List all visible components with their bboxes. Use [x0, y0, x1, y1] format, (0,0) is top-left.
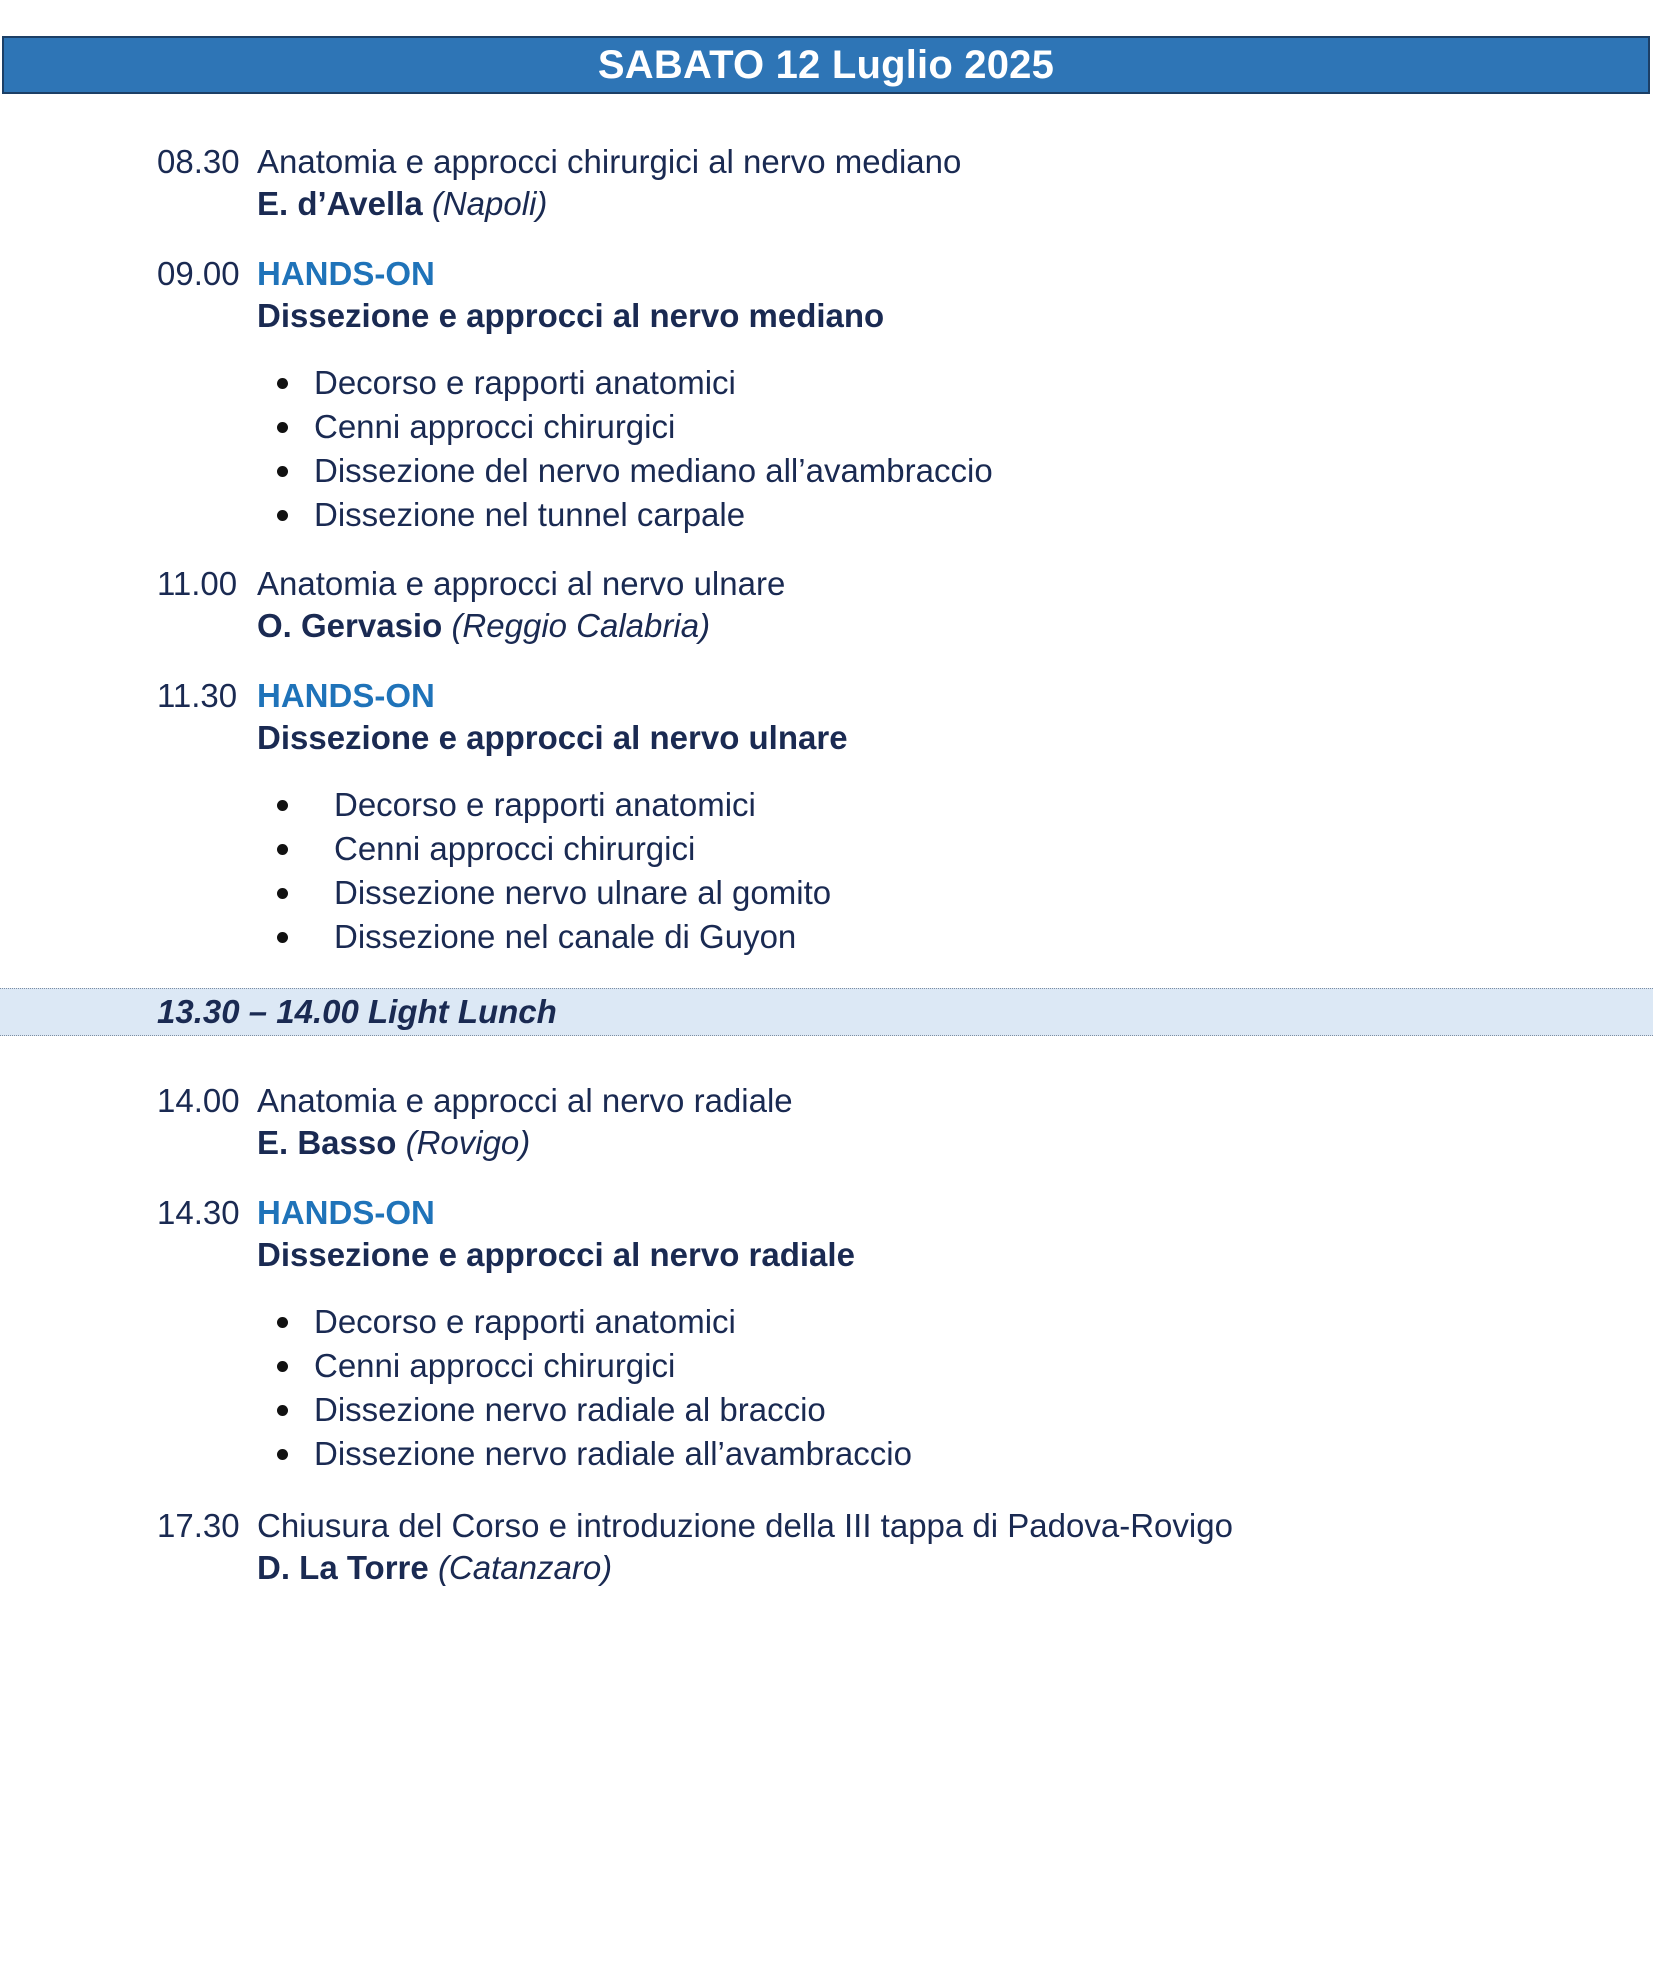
bullet-dot-icon — [277, 466, 288, 477]
bullet-dot-icon — [277, 932, 288, 943]
session-subtitle: Dissezione e approcci al nervo radiale — [257, 1236, 855, 1273]
bullet-dot-icon — [277, 510, 288, 521]
bullet-item: Cenni approcci chirurgici — [277, 1344, 912, 1388]
speaker-city: (Catanzaro) — [437, 1549, 613, 1586]
bullet-item: Dissezione nervo radiale al braccio — [277, 1388, 912, 1432]
bullet-list-mediano — [277, 361, 993, 537]
speaker-name: O. Gervasio — [257, 607, 443, 644]
session-time: 14.30 — [157, 1194, 240, 1231]
speaker-name: E. d’Avella — [257, 185, 423, 222]
day-header-title: SABATO 12 Luglio 2025 — [597, 42, 1055, 87]
session-title-line — [157, 1192, 855, 1234]
session-time: 11.30 — [157, 677, 238, 714]
speaker-name: D. La Torre — [257, 1549, 429, 1586]
speaker-name: E. Basso — [257, 1124, 397, 1161]
bullet-dot-icon — [277, 1361, 288, 1372]
session-0900 — [157, 253, 884, 337]
bullet-item: Decorso e rapporti anatomici — [277, 361, 993, 405]
speaker-city: (Napoli) — [431, 185, 548, 222]
day-header — [2, 36, 1650, 94]
session-title-line — [157, 253, 884, 295]
speaker-line — [157, 1122, 793, 1164]
session-title: Anatomia e approcci chirurgici al nervo mediano — [257, 143, 962, 180]
speaker-city: (Reggio Calabria) — [451, 607, 711, 644]
session-1400 — [157, 1080, 793, 1164]
session-title-line — [157, 675, 848, 717]
session-title: Anatomia e approcci al nervo ulnare — [257, 565, 786, 602]
hands-on-tag: HANDS-ON — [257, 255, 435, 292]
session-title-line — [157, 563, 785, 605]
session-title-line — [157, 1080, 793, 1122]
session-title: Anatomia e approcci al nervo radiale — [257, 1082, 793, 1119]
speaker-line — [157, 605, 785, 647]
session-title-line — [157, 141, 961, 183]
bullet-list-radiale — [277, 1300, 912, 1476]
lunch-break-label: 13.30 – 14.00 Light Lunch — [157, 993, 557, 1030]
bullet-list-ulnare — [277, 783, 831, 959]
bullet-dot-icon — [277, 1449, 288, 1460]
speaker-line — [157, 1547, 1233, 1589]
session-title: Chiusura del Corso e introduzione della III tappa di Padova-Rovigo — [257, 1507, 1233, 1544]
session-time: 09.00 — [157, 255, 240, 292]
session-title-line — [157, 1505, 1233, 1547]
session-time: 11.00 — [157, 565, 238, 602]
session-subtitle: Dissezione e approcci al nervo ulnare — [257, 719, 848, 756]
bullet-item: Decorso e rapporti anatomici — [277, 783, 831, 827]
bullet-dot-icon — [277, 844, 288, 855]
bullet-dot-icon — [277, 888, 288, 899]
bullet-item: Dissezione nel tunnel carpale — [277, 493, 993, 537]
bullet-dot-icon — [277, 378, 288, 389]
session-time: 17.30 — [157, 1507, 240, 1544]
session-time: 14.00 — [157, 1082, 240, 1119]
hands-on-tag: HANDS-ON — [257, 677, 435, 714]
bullet-item: Dissezione nel canale di Guyon — [277, 915, 831, 959]
speaker-city: (Rovigo) — [405, 1124, 531, 1161]
bullet-item: Cenni approcci chirurgici — [277, 827, 831, 871]
session-1100 — [157, 563, 785, 647]
session-1730 — [157, 1505, 1233, 1589]
bullet-dot-icon — [277, 1405, 288, 1416]
bullet-dot-icon — [277, 422, 288, 433]
bullet-item: Cenni approcci chirurgici — [277, 405, 993, 449]
bullet-item: Decorso e rapporti anatomici — [277, 1300, 912, 1344]
session-0830 — [157, 141, 961, 225]
hands-on-tag: HANDS-ON — [257, 1194, 435, 1231]
bullet-item: Dissezione del nervo mediano all’avambraccio — [277, 449, 993, 493]
bullet-dot-icon — [277, 1317, 288, 1328]
bullet-item: Dissezione nervo ulnare al gomito — [277, 871, 831, 915]
speaker-line — [157, 183, 961, 225]
session-1130 — [157, 675, 848, 759]
bullet-dot-icon — [277, 800, 288, 811]
lunch-break-band — [0, 988, 1653, 1036]
session-subtitle: Dissezione e approcci al nervo mediano — [257, 297, 885, 334]
bullet-item: Dissezione nervo radiale all’avambraccio — [277, 1432, 912, 1476]
session-1430 — [157, 1192, 855, 1276]
session-time: 08.30 — [157, 143, 240, 180]
